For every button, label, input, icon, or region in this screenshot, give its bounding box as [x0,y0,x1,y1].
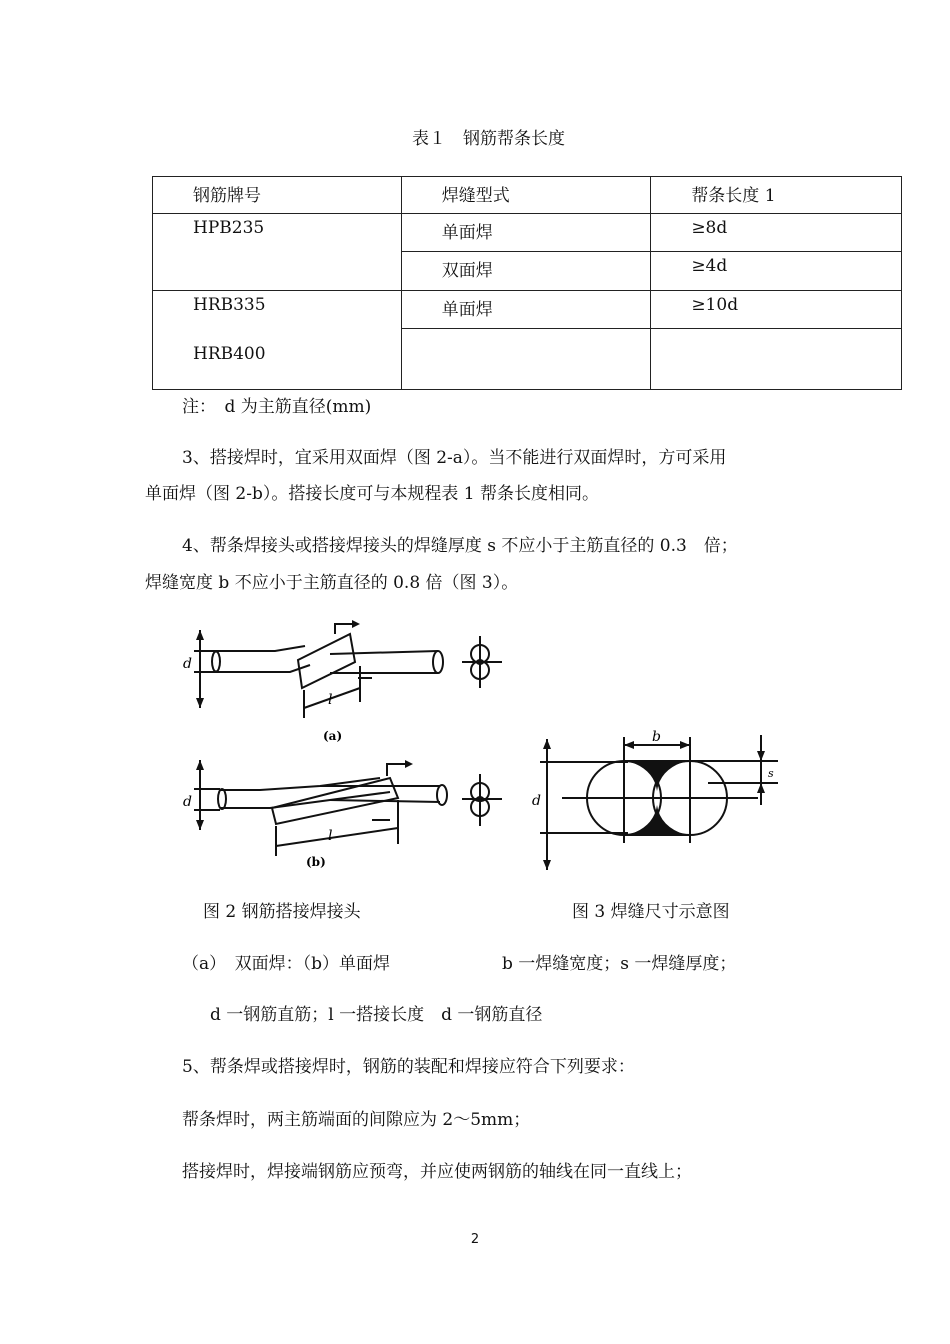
table-caption: 表１ 钢筋帮条长度 [412,129,565,149]
table-cell-length: ≥8d [651,214,902,252]
figure-2b-d-label: d [183,794,192,810]
paragraph-4-line-1: 4、帮条焊接头或搭接焊接头的焊缝厚度 s 不应小于主筋直径的 0.3 倍； [182,536,738,556]
figure-3-weld-dimensions [528,725,788,875]
figure-2b-single-sided-lap-weld [180,752,520,874]
table-cell-weld [401,328,651,389]
table-header-grade: 钢筋牌号 [153,177,402,214]
figure-3-b-label: b [652,729,661,745]
figure-2a-double-sided-lap-weld [180,618,520,748]
table-cell-grade-group [153,290,402,389]
figure-2a-label: (a) [323,729,343,743]
table-header-length: 帮条长度 1 [651,177,902,214]
table-cell-length [651,328,902,389]
table-note: 注： d 为主筋直径(mm) [182,397,372,417]
figure-2a-d-label: d [183,656,192,672]
figure-2-caption: 图 2 钢筋搭接焊接头 [203,902,361,922]
page-number: 2 [470,1232,480,1247]
table-cell-grade: HPB235 [153,214,402,290]
table-cell-grade: HRB400 [193,343,266,364]
table-header-weld-type: 焊缝型式 [401,177,651,214]
table-cell-grade: HRB335 [193,294,266,315]
figure-legend-line-2: d 一钢筋直筋；l 一搭接长度 d 一钢筋直径 [210,1005,543,1025]
figure-2b-l-label: l [328,828,333,844]
figure-3-d-label: d [532,793,541,809]
table-cell-weld: 单面焊 [401,290,651,328]
figure-2a-l-label: l [328,692,333,708]
rebar-splice-length-table [152,176,902,390]
paragraph-6: 帮条焊时，两主筋端面的间隙应为 2～5mm； [182,1110,531,1130]
figure-3-legend: b 一焊缝宽度；s 一焊缝厚度； [502,954,737,974]
table-cell-weld: 双面焊 [401,252,651,290]
paragraph-5: 5、帮条焊或搭接焊时，钢筋的装配和焊接应符合下列要求： [182,1057,635,1077]
table-cell-weld: 单面焊 [401,214,651,252]
table-cell-length: ≥10d [651,290,902,328]
figure-2-legend: （a） 双面焊：（b）单面焊 [182,954,391,974]
paragraph-4-line-2: 焊缝宽度 b 不应小于主筋直径的 0.8 倍（图 3）。 [145,573,519,593]
figure-2b-label: (b) [306,855,326,869]
paragraph-3-line-2: 单面焊（图 2-b）。搭接长度可与本规程表 1 帮条长度相同。 [145,484,599,504]
figure-3-caption: 图 3 焊缝尺寸示意图 [572,902,730,922]
paragraph-7: 搭接焊时，焊接端钢筋应预弯，并应使两钢筋的轴线在同一直线上； [182,1162,692,1182]
paragraph-3-line-1: 3、搭接焊时，宜采用双面焊（图 2-a）。当不能进行双面焊时，方可采用 [182,448,727,468]
figure-3-s-label: s [768,767,774,780]
table-cell-length: ≥4d [651,252,902,290]
